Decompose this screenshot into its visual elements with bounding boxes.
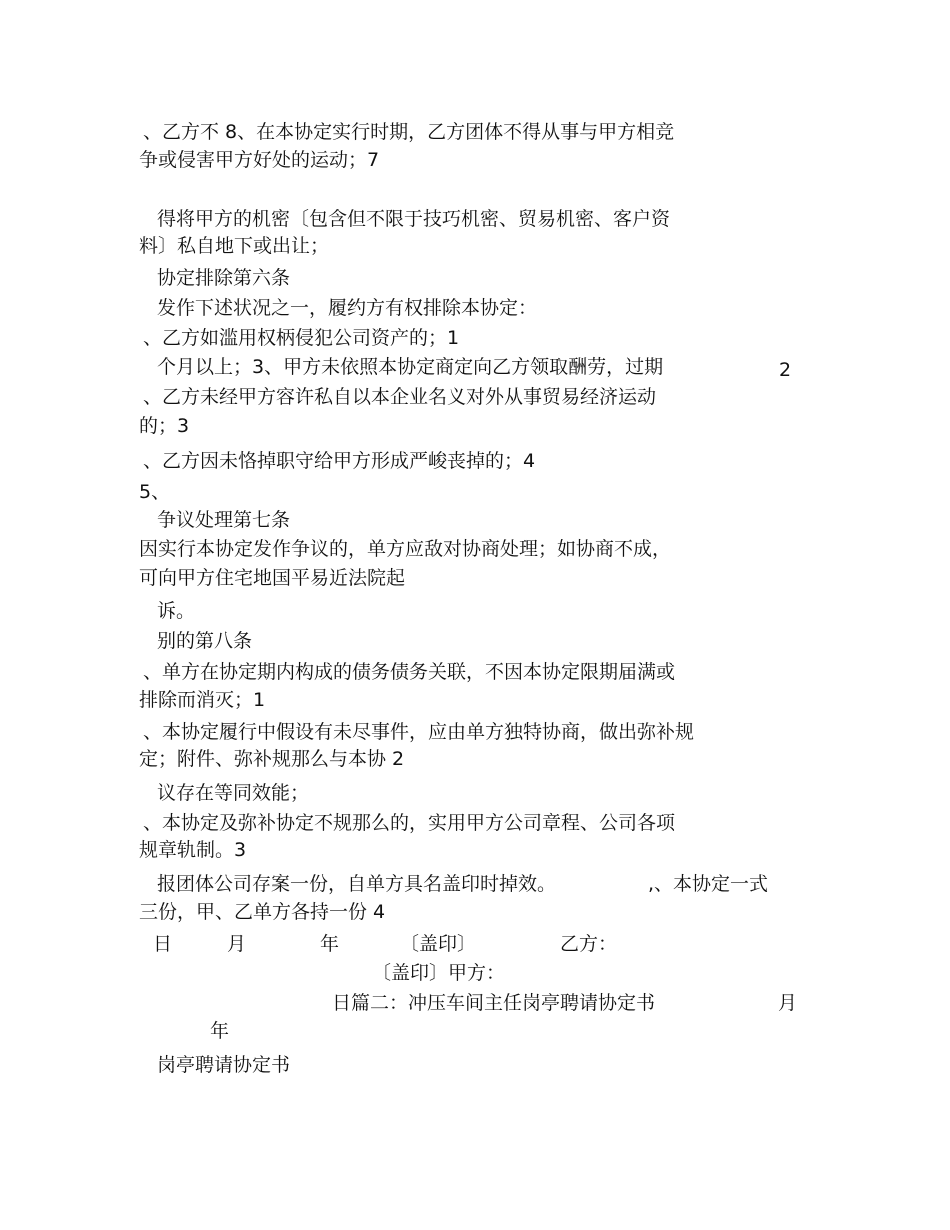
text-line: 、本协定履行中假设有未尽事件，应由单方独特协商，做出弥补规 — [143, 721, 695, 743]
text-line: 诉。 — [157, 600, 196, 622]
text-line: 、乙方如滥用权柄侵犯公司资产的；1 — [143, 327, 460, 349]
text-line: 、本协定及弥补协定不规那么的，实用甲方公司章程、公司各项 — [143, 812, 676, 834]
section-heading: 别的第八条 — [157, 630, 253, 652]
party-a-label: 〔盖印〕甲方： — [372, 962, 506, 984]
date-month-label: 月 — [227, 933, 247, 955]
text-line: 报团体公司存案一份，自单方具名盖印时掉效。 — [157, 873, 557, 895]
seal-label: 〔盖印〕 — [400, 933, 477, 955]
text-line: ,、本协定一式 — [648, 873, 769, 895]
text-line: 个月以上；3、甲方未依照本协定商定向乙方领取酬劳，过期 — [157, 356, 664, 378]
document-title: 岗亭聘请协定书 — [157, 1054, 291, 1076]
section-heading: 争议处理第七条 — [157, 509, 291, 531]
text-line: 日篇二：冲压车间主任岗亭聘请协定书 — [332, 992, 656, 1014]
text-line: 、乙方不 8、在本协定实行时期，乙方团体不得从事与甲方相竞 — [143, 121, 675, 143]
date-day-label: 日 — [153, 933, 173, 955]
text-line: 料〕私自地下或出让； — [139, 235, 330, 257]
text-line: 定；附件、弥补规那么与本协 2 — [139, 748, 405, 770]
date-month-label: 月 — [778, 992, 798, 1014]
text-line: 议存在等同效能； — [157, 782, 310, 804]
text-line: 规章轨制。3 — [139, 839, 247, 861]
date-year-label: 年 — [320, 933, 340, 955]
text-line: 排除而消灭；1 — [139, 689, 266, 711]
text-line: 2 — [779, 359, 792, 381]
text-line: 发作下述状况之一，履约方有权排除本协定： — [157, 297, 538, 319]
text-line: 5、 — [139, 481, 171, 503]
text-line: 、乙方未经甲方容许私自以本企业名义对外从事贸易经济运动 — [143, 386, 657, 408]
party-b-label: 乙方： — [560, 933, 618, 955]
text-line: 三份，甲、乙单方各持一份 4 — [139, 901, 386, 923]
text-line: 争或侵害甲方好处的运动；7 — [139, 149, 380, 171]
text-line: 、乙方因未恪掉职守给甲方形成严峻丧掉的；4 — [143, 450, 536, 472]
text-line: 可向甲方住宅地国平易近法院起 — [139, 567, 406, 589]
text-line: 的；3 — [139, 415, 190, 437]
section-heading: 协定排除第六条 — [157, 267, 291, 289]
text-line: 因实行本协定发作争议的，单方应敌对协商处理；如协商不成， — [139, 538, 672, 560]
text-line: 、单方在协定期内构成的债务债务关联，不因本协定限期届满或 — [143, 661, 676, 683]
text-line: 得将甲方的机密〔包含但不限于技巧机密、贸易机密、客户资 — [157, 208, 671, 230]
date-year-label: 年 — [210, 1020, 230, 1042]
